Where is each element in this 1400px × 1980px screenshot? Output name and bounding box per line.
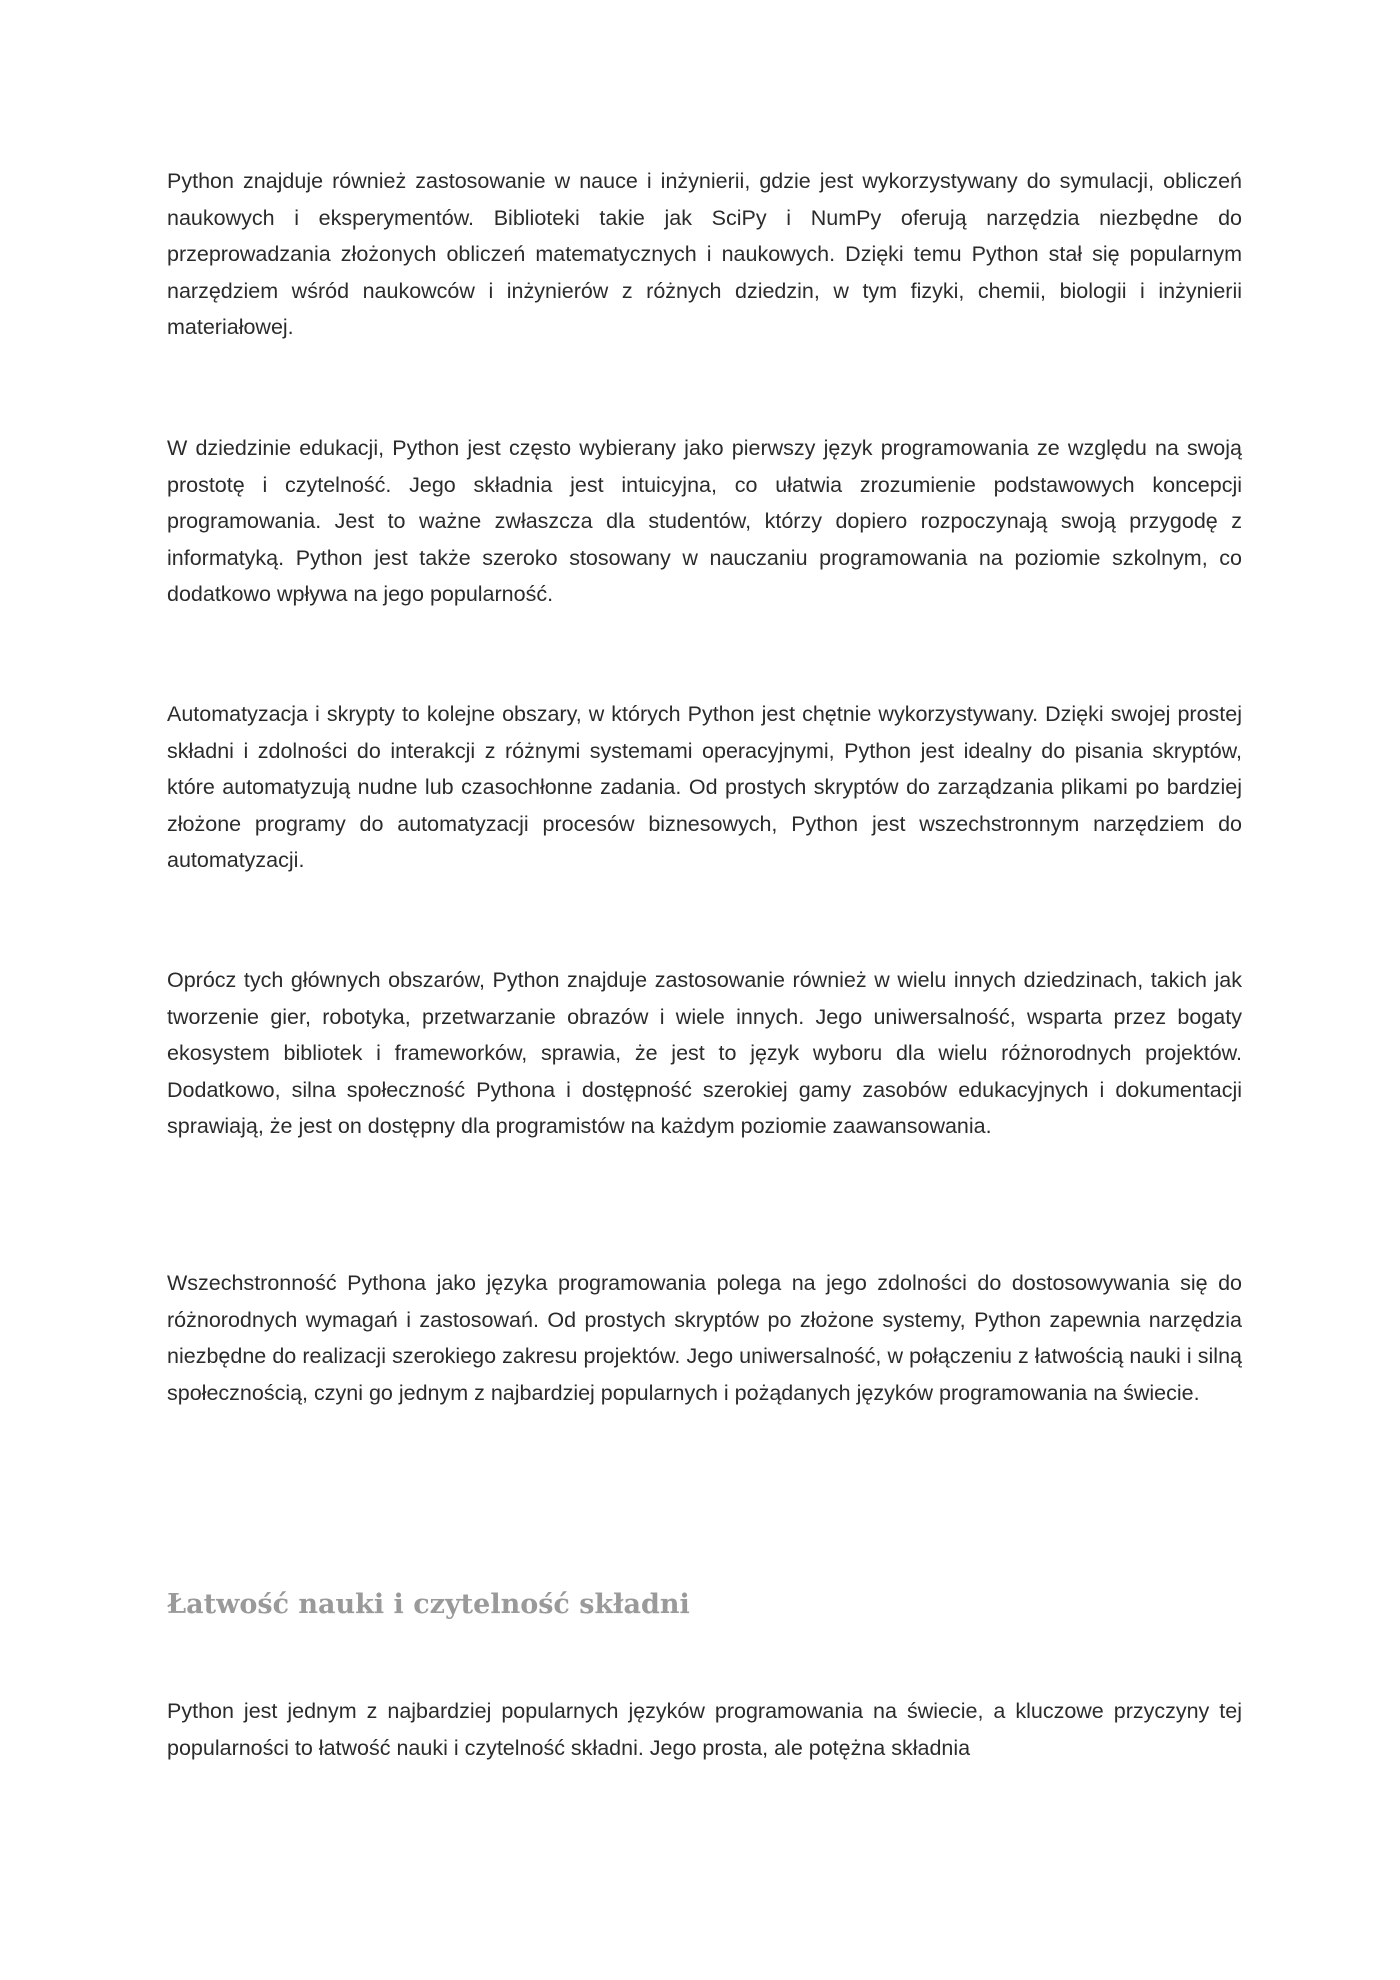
- paragraph-science-engineering: Python znajduje również zastosowanie w nauce i inżynierii, gdzie jest wykorzystywany do symulacji, obliczeń naukowych i eksperymentów. Biblioteki takie jak SciPy i NumPy oferują narzędzia niezbędne do przeprowadzania złożonych obliczeń matematycznych i naukowych. Dzięki temu Python stał się popularnym narzędziem wśród naukowców i inżynierów z różnych dziedzin, w tym fizyki, chemii, biologii i inżynierii materiałowej.: [167, 169, 1242, 340]
- paragraph-automation: Automatyzacja i skrypty to kolejne obszary, w których Python jest chętnie wykorzystywany. Dzięki swojej prostej składni i zdolności do interakcji z różnymi systemami operacyjnymi, Python jest idealny do pisania skryptów, które automatyzują nudne lub czasochłonne zadania. Od prostych skryptów do zarządzania plikami po bardziej złożone programy do automatyzacji procesów biznesowych, Python jest wszechstronnym narzędziem do automatyzacji.: [167, 702, 1242, 873]
- paragraph-education: W dziedzinie edukacji, Python jest często wybierany jako pierwszy język programowania ze względu na swoją prostotę i czytelność. Jego składnia jest intuicyjna, co ułatwia zrozumienie podstawowych koncepcji programowania. Jest to ważne zwłaszcza dla studentów, którzy dopiero rozpoczynają swoją przygodę z informatyką. Python jest także szeroko stosowany w nauczaniu programowania na poziomie szkolnym, co dodatkowo wpływa na jego popularność.: [167, 436, 1242, 607]
- paragraph-ease-of-learning: Python jest jednym z najbardziej popularnych języków programowania na świecie, a kluczowe przyczyny tej popularności to łatwość nauki i czytelność składni. Jego prosta, ale potężna składnia: [167, 1699, 1242, 1760]
- section-heading: Łatwość nauki i czytelność składni: [167, 1589, 690, 1620]
- paragraph-other-areas: Oprócz tych głównych obszarów, Python znajduje zastosowanie również w wielu innych dziedzinach, takich jak tworzenie gier, robotyka, przetwarzanie obrazów i wiele innych. Jego uniwersalność, wsparta przez bogaty ekosystem bibliotek i frameworków, sprawia, że jest to język wyboru dla wielu różnorodnych projektów. Dodatkowo, silna społeczność Pythona i dostępność szerokiej gamy zasobów edukacyjnych i dokumentacji sprawiają, że jest on dostępny dla programistów na każdym poziomie zaawansowania.: [167, 968, 1242, 1139]
- paragraph-versatility: Wszechstronność Pythona jako języka programowania polega na jego zdolności do dostosowywania się do różnorodnych wymagań i zastosowań. Od prostych skryptów po złożone systemy, Python zapewnia narzędzia niezbędne do realizacji szerokiego zakresu projektów. Jego uniwersalność, w połączeniu z łatwością nauki i silną społecznością, czyni go jednym z najbardziej popularnych i pożądanych języków programowania na świecie.: [167, 1271, 1242, 1405]
